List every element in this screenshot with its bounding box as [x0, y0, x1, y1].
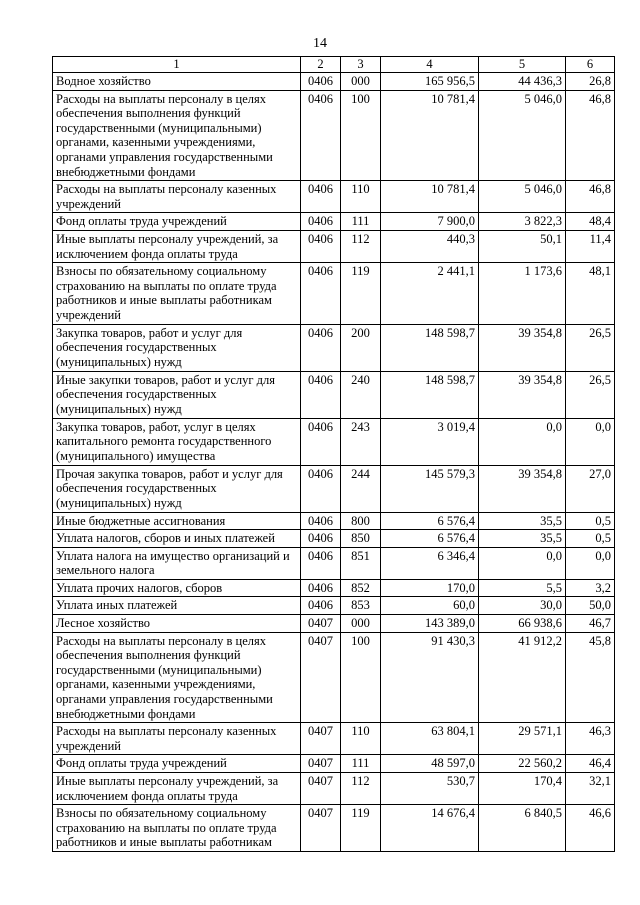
approved-amount-cell: 148 598,7 — [381, 371, 479, 418]
percent-cell: 48,1 — [566, 263, 615, 324]
expense-code-cell: 200 — [341, 324, 381, 371]
section-code-cell: 0406 — [301, 371, 341, 418]
column-header: 4 — [381, 57, 479, 73]
section-code-cell: 0406 — [301, 90, 341, 181]
approved-amount-cell: 10 781,4 — [381, 181, 479, 213]
row-name-cell: Взносы по обязательному социальному страхованию на выплаты по оплате труда работников и иные выплаты работникам учреждений — [53, 263, 301, 324]
approved-amount-cell: 63 804,1 — [381, 723, 479, 755]
percent-cell: 48,4 — [566, 213, 615, 231]
table-row — [53, 418, 615, 465]
expense-code-cell: 000 — [341, 615, 381, 633]
percent-cell: 50,0 — [566, 597, 615, 615]
executed-amount-cell: 30,0 — [479, 597, 566, 615]
row-name-cell: Иные выплаты персоналу учреждений, за исключением фонда оплаты труда — [53, 230, 301, 262]
column-header: 1 — [53, 57, 301, 73]
section-code-cell: 0406 — [301, 418, 341, 465]
percent-cell: 46,7 — [566, 615, 615, 633]
expense-code-cell: 853 — [341, 597, 381, 615]
table-row — [53, 73, 615, 91]
percent-cell: 27,0 — [566, 465, 615, 512]
approved-amount-cell: 10 781,4 — [381, 90, 479, 181]
table-row — [53, 230, 615, 262]
approved-amount-cell: 60,0 — [381, 597, 479, 615]
row-name-cell: Иные выплаты персоналу учреждений, за исключением фонда оплаты труда — [53, 773, 301, 805]
row-name-cell: Фонд оплаты труда учреждений — [53, 213, 301, 231]
executed-amount-cell: 0,0 — [479, 547, 566, 579]
expense-code-cell: 119 — [341, 805, 381, 852]
expense-code-cell: 240 — [341, 371, 381, 418]
executed-amount-cell: 29 571,1 — [479, 723, 566, 755]
section-code-cell: 0406 — [301, 530, 341, 548]
column-header: 2 — [301, 57, 341, 73]
executed-amount-cell: 5 046,0 — [479, 181, 566, 213]
section-code-cell: 0407 — [301, 615, 341, 633]
expense-code-cell: 112 — [341, 773, 381, 805]
table-row — [53, 773, 615, 805]
table-row — [53, 530, 615, 548]
table-header-row — [53, 57, 615, 73]
executed-amount-cell: 6 840,5 — [479, 805, 566, 852]
section-code-cell: 0406 — [301, 597, 341, 615]
row-name-cell: Иные закупки товаров, работ и услуг для обеспечения государственных (муниципальных) нужд — [53, 371, 301, 418]
section-code-cell: 0406 — [301, 579, 341, 597]
column-header: 3 — [341, 57, 381, 73]
table-row — [53, 324, 615, 371]
approved-amount-cell: 6 576,4 — [381, 512, 479, 530]
section-code-cell: 0406 — [301, 181, 341, 213]
row-name-cell: Водное хозяйство — [53, 73, 301, 91]
executed-amount-cell: 22 560,2 — [479, 755, 566, 773]
percent-cell: 26,5 — [566, 324, 615, 371]
percent-cell: 46,6 — [566, 805, 615, 852]
table-row — [53, 465, 615, 512]
executed-amount-cell: 3 822,3 — [479, 213, 566, 231]
approved-amount-cell: 530,7 — [381, 773, 479, 805]
expense-code-cell: 850 — [341, 530, 381, 548]
approved-amount-cell: 7 900,0 — [381, 213, 479, 231]
percent-cell: 46,3 — [566, 723, 615, 755]
section-code-cell: 0406 — [301, 324, 341, 371]
budget-table — [52, 56, 615, 852]
percent-cell: 11,4 — [566, 230, 615, 262]
section-code-cell: 0407 — [301, 723, 341, 755]
section-code-cell: 0407 — [301, 755, 341, 773]
executed-amount-cell: 35,5 — [479, 512, 566, 530]
approved-amount-cell: 3 019,4 — [381, 418, 479, 465]
percent-cell: 46,4 — [566, 755, 615, 773]
percent-cell: 32,1 — [566, 773, 615, 805]
percent-cell: 0,0 — [566, 418, 615, 465]
percent-cell: 3,2 — [566, 579, 615, 597]
percent-cell: 26,8 — [566, 73, 615, 91]
executed-amount-cell: 170,4 — [479, 773, 566, 805]
percent-cell: 0,0 — [566, 547, 615, 579]
table-row — [53, 597, 615, 615]
row-name-cell: Уплата налогов, сборов и иных платежей — [53, 530, 301, 548]
approved-amount-cell: 145 579,3 — [381, 465, 479, 512]
table-row — [53, 371, 615, 418]
expense-code-cell: 111 — [341, 213, 381, 231]
percent-cell: 45,8 — [566, 632, 615, 723]
row-name-cell: Закупка товаров, работ и услуг для обеспечения государственных (муниципальных) нужд — [53, 324, 301, 371]
expense-code-cell: 851 — [341, 547, 381, 579]
row-name-cell: Взносы по обязательному социальному страхованию на выплаты по оплате труда работников и иные выплаты работникам — [53, 805, 301, 852]
table-row — [53, 615, 615, 633]
table-row — [53, 805, 615, 852]
section-code-cell: 0406 — [301, 547, 341, 579]
section-code-cell: 0406 — [301, 263, 341, 324]
approved-amount-cell: 165 956,5 — [381, 73, 479, 91]
approved-amount-cell: 143 389,0 — [381, 615, 479, 633]
table-row — [53, 632, 615, 723]
expense-code-cell: 100 — [341, 632, 381, 723]
section-code-cell: 0407 — [301, 632, 341, 723]
expense-code-cell: 243 — [341, 418, 381, 465]
table-row — [53, 755, 615, 773]
executed-amount-cell: 41 912,2 — [479, 632, 566, 723]
executed-amount-cell: 5 046,0 — [479, 90, 566, 181]
approved-amount-cell: 2 441,1 — [381, 263, 479, 324]
expense-code-cell: 852 — [341, 579, 381, 597]
table-row — [53, 579, 615, 597]
expense-code-cell: 110 — [341, 181, 381, 213]
expense-code-cell: 100 — [341, 90, 381, 181]
row-name-cell: Прочая закупка товаров, работ и услуг для обеспечения государственных (муниципальных) нужд — [53, 465, 301, 512]
expense-code-cell: 800 — [341, 512, 381, 530]
section-code-cell: 0407 — [301, 805, 341, 852]
section-code-cell: 0406 — [301, 73, 341, 91]
row-name-cell: Расходы на выплаты персоналу в целях обеспечения выполнения функций государственными (муниципальными) органами, казенными учреждениями, органами управления государственными внебюджетными фондами — [53, 632, 301, 723]
section-code-cell: 0406 — [301, 465, 341, 512]
table-row — [53, 181, 615, 213]
executed-amount-cell: 50,1 — [479, 230, 566, 262]
row-name-cell: Лесное хозяйство — [53, 615, 301, 633]
executed-amount-cell: 5,5 — [479, 579, 566, 597]
expense-code-cell: 112 — [341, 230, 381, 262]
approved-amount-cell: 6 576,4 — [381, 530, 479, 548]
executed-amount-cell: 39 354,8 — [479, 465, 566, 512]
expense-code-cell: 110 — [341, 723, 381, 755]
expense-code-cell: 000 — [341, 73, 381, 91]
section-code-cell: 0406 — [301, 230, 341, 262]
row-name-cell: Иные бюджетные ассигнования — [53, 512, 301, 530]
executed-amount-cell: 1 173,6 — [479, 263, 566, 324]
approved-amount-cell: 170,0 — [381, 579, 479, 597]
percent-cell: 0,5 — [566, 512, 615, 530]
table-row — [53, 263, 615, 324]
row-name-cell: Расходы на выплаты персоналу казенных учреждений — [53, 723, 301, 755]
row-name-cell: Закупка товаров, работ, услуг в целях капитального ремонта государственного (муниципального) имущества — [53, 418, 301, 465]
expense-code-cell: 111 — [341, 755, 381, 773]
row-name-cell: Расходы на выплаты персоналу казенных учреждений — [53, 181, 301, 213]
executed-amount-cell: 66 938,6 — [479, 615, 566, 633]
row-name-cell: Расходы на выплаты персоналу в целях обеспечения выполнения функций государственными (муниципальными) органами, казенными учреждениями, органами управления государственными внебюджетными фондами — [53, 90, 301, 181]
percent-cell: 0,5 — [566, 530, 615, 548]
table-row — [53, 723, 615, 755]
expense-code-cell: 119 — [341, 263, 381, 324]
percent-cell: 26,5 — [566, 371, 615, 418]
table-row — [53, 213, 615, 231]
section-code-cell: 0406 — [301, 213, 341, 231]
table-row — [53, 547, 615, 579]
page-number: 14 — [313, 36, 327, 51]
column-header: 6 — [566, 57, 615, 73]
percent-cell: 46,8 — [566, 181, 615, 213]
section-code-cell: 0406 — [301, 512, 341, 530]
table-row — [53, 512, 615, 530]
executed-amount-cell: 39 354,8 — [479, 371, 566, 418]
approved-amount-cell: 91 430,3 — [381, 632, 479, 723]
row-name-cell: Уплата налога на имущество организаций и земельного налога — [53, 547, 301, 579]
section-code-cell: 0407 — [301, 773, 341, 805]
expense-code-cell: 244 — [341, 465, 381, 512]
row-name-cell: Фонд оплаты труда учреждений — [53, 755, 301, 773]
row-name-cell: Уплата прочих налогов, сборов — [53, 579, 301, 597]
row-name-cell: Уплата иных платежей — [53, 597, 301, 615]
executed-amount-cell: 44 436,3 — [479, 73, 566, 91]
percent-cell: 46,8 — [566, 90, 615, 181]
column-header: 5 — [479, 57, 566, 73]
executed-amount-cell: 39 354,8 — [479, 324, 566, 371]
approved-amount-cell: 148 598,7 — [381, 324, 479, 371]
approved-amount-cell: 440,3 — [381, 230, 479, 262]
executed-amount-cell: 0,0 — [479, 418, 566, 465]
executed-amount-cell: 35,5 — [479, 530, 566, 548]
approved-amount-cell: 14 676,4 — [381, 805, 479, 852]
approved-amount-cell: 48 597,0 — [381, 755, 479, 773]
table-row — [53, 90, 615, 181]
approved-amount-cell: 6 346,4 — [381, 547, 479, 579]
